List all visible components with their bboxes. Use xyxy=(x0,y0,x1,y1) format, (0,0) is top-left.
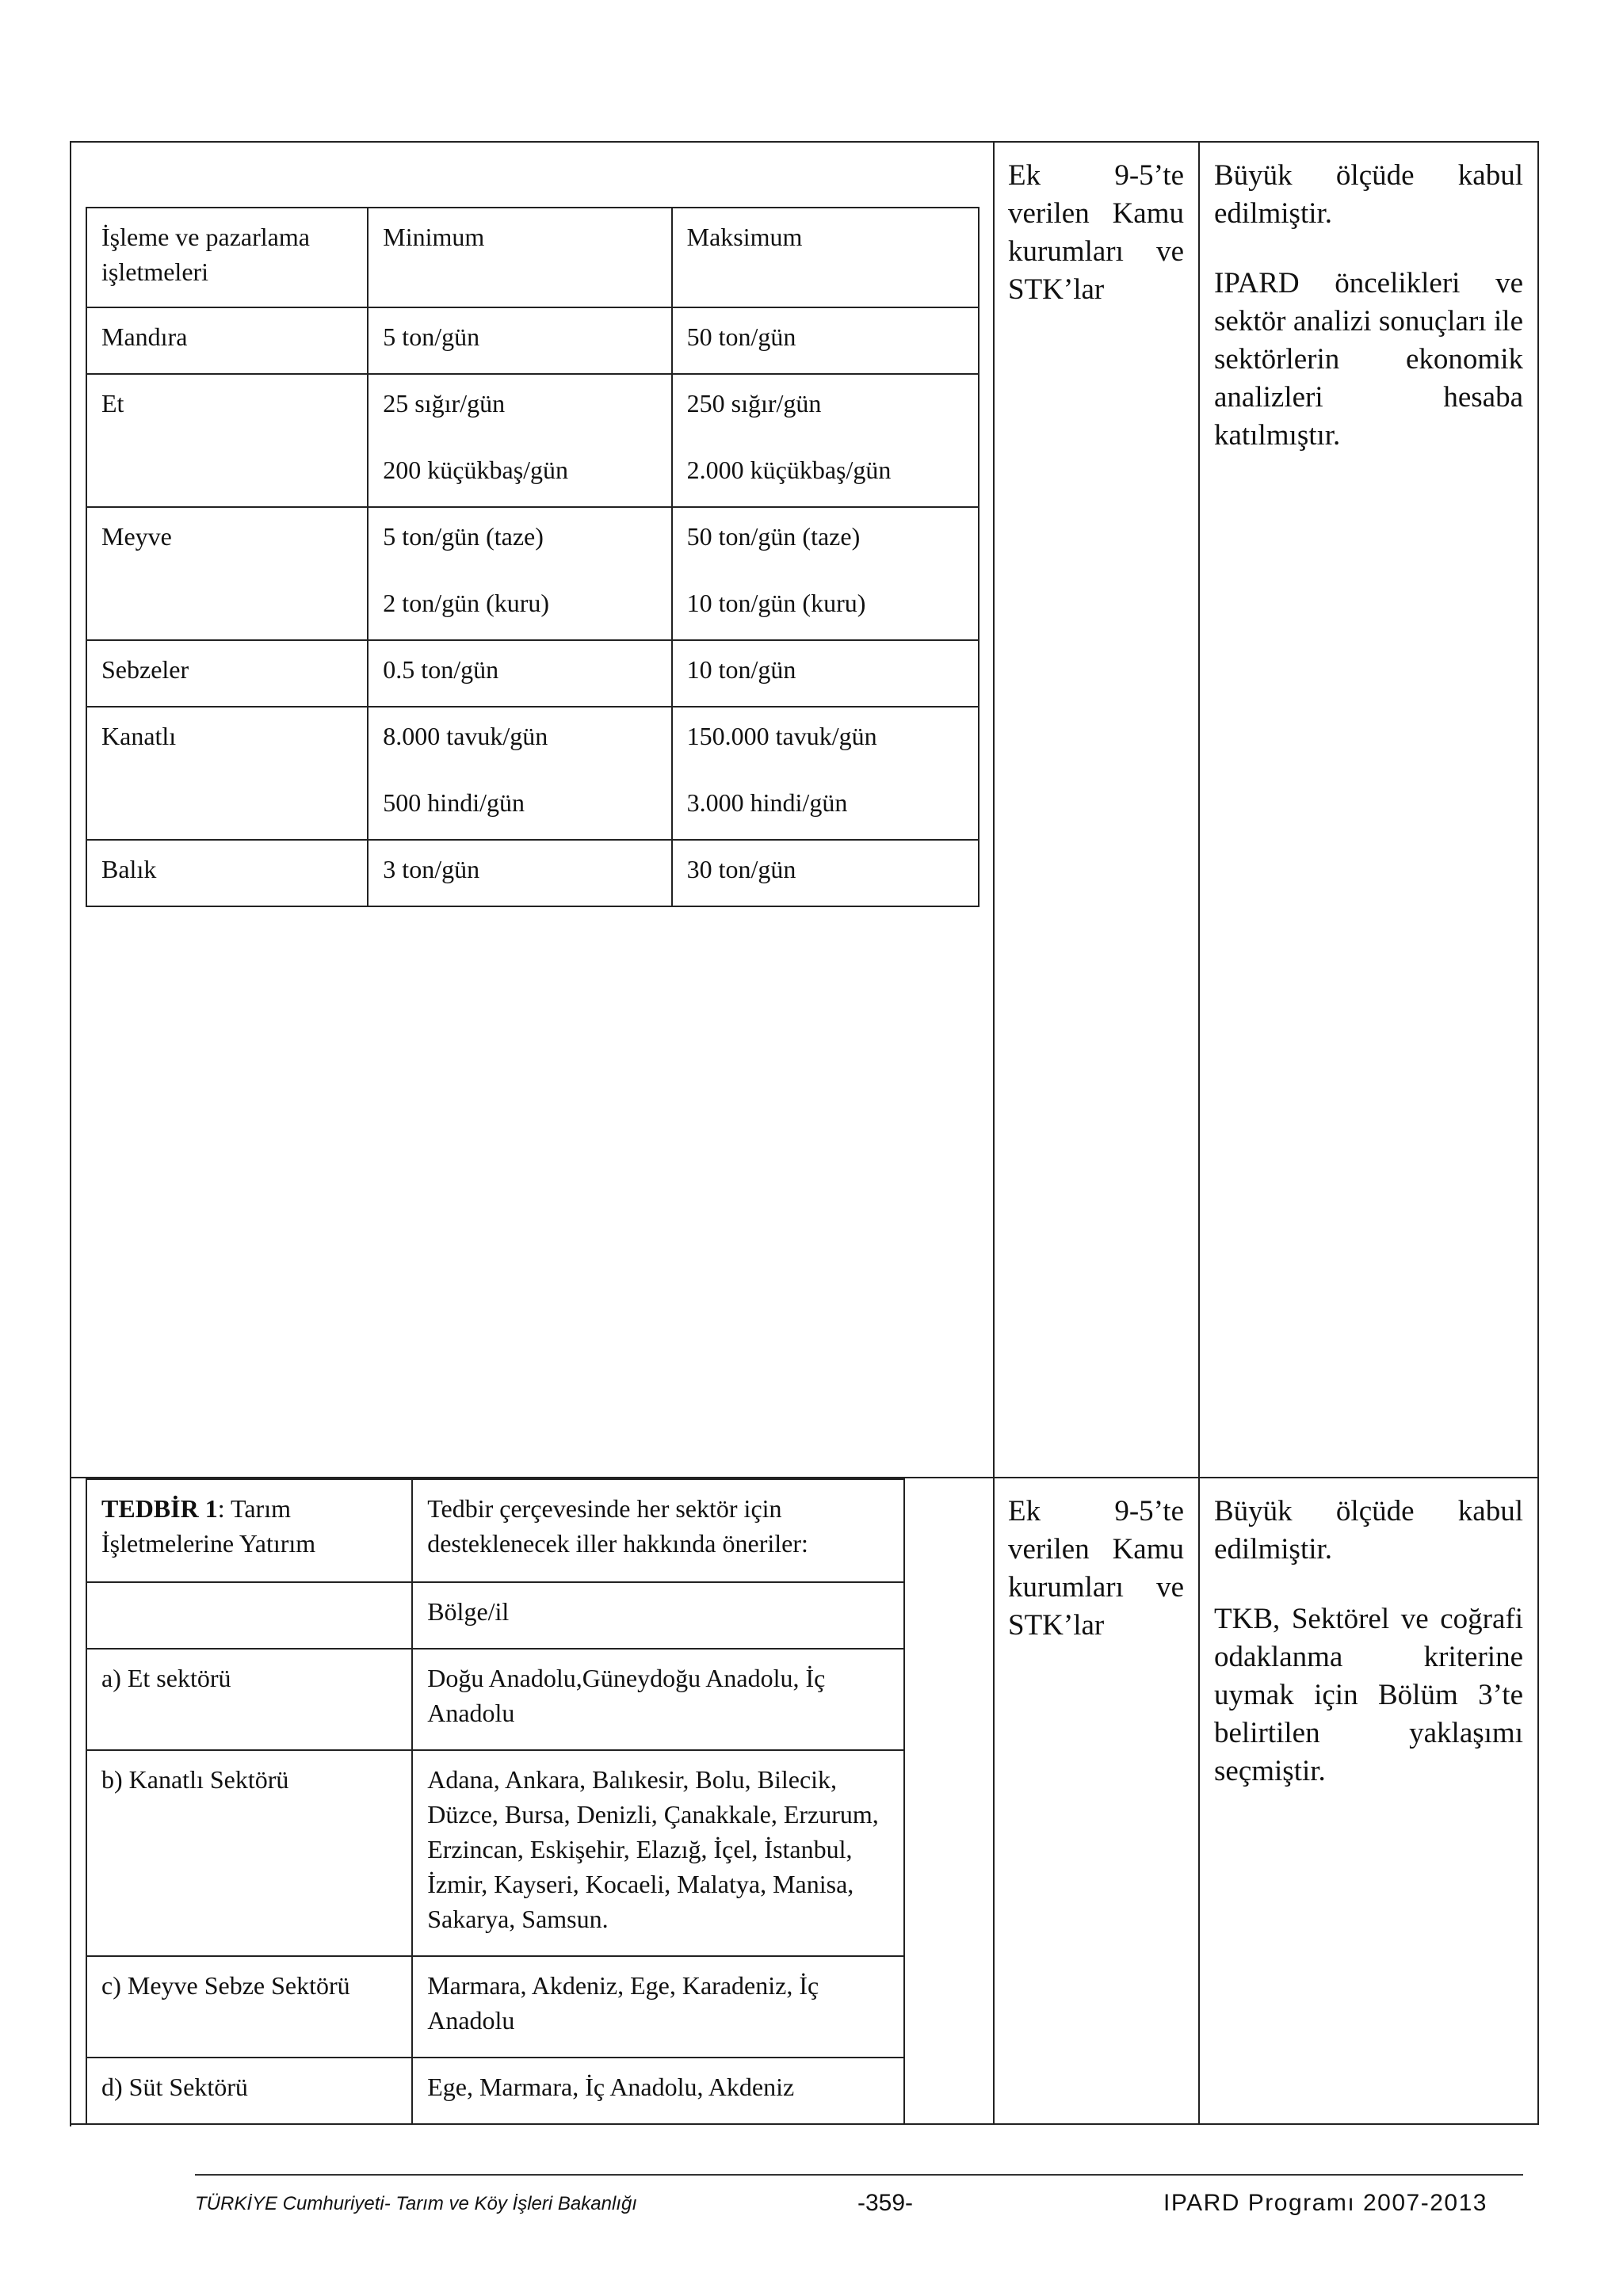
region-list: Doğu Anadolu,Güneydoğu Anadolu, İç Anadolu xyxy=(412,1649,904,1750)
table-row xyxy=(86,1750,904,1956)
min-value: 2 ton/gün (kuru) xyxy=(383,589,550,617)
sector-name: b) Kanatlı Sektörü xyxy=(86,1750,412,1956)
sector-name: Kanatlı xyxy=(86,707,368,840)
proposal-heading: Tedbir çerçevesinde her sektör için desteklenecek iller hakkında öneriler: xyxy=(412,1479,904,1582)
measure-label: TEDBİR 1 xyxy=(101,1494,218,1523)
footer-program: IPARD Programı 2007-2013 xyxy=(1163,2190,1487,2216)
region-list: Marmara, Akdeniz, Ege, Karadeniz, İç Anadolu xyxy=(412,1956,904,2058)
column-divider-1 xyxy=(993,141,995,2125)
footer-rule xyxy=(195,2174,1523,2176)
bottom-left-stub xyxy=(70,2107,71,2126)
sector-name: Et xyxy=(86,374,368,507)
header-minimum: Minimum xyxy=(368,208,671,307)
sector-name: Sebzeler xyxy=(86,640,368,707)
table-row xyxy=(86,1649,904,1750)
regions-table-header xyxy=(86,1479,904,1582)
response-cell-top xyxy=(1214,157,1523,455)
table-row xyxy=(86,507,979,640)
response-text: TKB, Sektörel ve coğrafi odaklanma kriterine uymak için Bölüm 3’te belirtilen yaklaşımı seçmiştir. xyxy=(1214,1603,1523,1787)
response-text: Büyük ölçüde kabul edilmiştir. xyxy=(1214,159,1523,230)
source-cell-bottom xyxy=(1008,1493,1184,1645)
table-row xyxy=(86,640,979,707)
sector-name: Meyve xyxy=(86,507,368,640)
min-value: 8.000 tavuk/gün xyxy=(383,722,548,750)
sector-name: c) Meyve Sebze Sektörü xyxy=(86,1956,412,2058)
max-value: 150.000 tavuk/gün xyxy=(686,722,877,750)
min-value: 500 hindi/gün xyxy=(383,788,525,817)
max-value: 30 ton/gün xyxy=(672,840,979,906)
min-value: 5 ton/gün xyxy=(368,307,671,374)
max-value: 250 sığır/gün xyxy=(686,389,822,418)
response-cell-bottom xyxy=(1214,1493,1523,1791)
max-value: 10 ton/gün (kuru) xyxy=(686,589,866,617)
table-row xyxy=(86,707,979,840)
footer-ministry: TÜRKİYE Cumhuriyeti- Tarım ve Köy İşleri Bakanlığı xyxy=(195,2193,637,2214)
region-heading: Bölge/il xyxy=(412,1582,904,1649)
regions-table xyxy=(86,1478,905,2125)
sector-name: Balık xyxy=(86,840,368,906)
max-value: 10 ton/gün xyxy=(672,640,979,707)
source-text: Ek 9-5’te verilen Kamu kurumları ve STK’lar xyxy=(1008,159,1184,306)
table-row xyxy=(86,374,979,507)
regions-subheader xyxy=(86,1582,904,1649)
table-row xyxy=(86,840,979,906)
max-value: 2.000 küçükbaş/gün xyxy=(686,456,892,484)
min-value: 0.5 ton/gün xyxy=(368,640,671,707)
min-value: 25 sığır/gün xyxy=(383,389,506,418)
column-divider-2 xyxy=(1198,141,1200,2125)
source-text: Ek 9-5’te verilen Kamu kurumları ve STK’lar xyxy=(1008,1495,1184,1642)
table-row xyxy=(86,307,979,374)
table-row xyxy=(86,1956,904,2058)
region-list: Ege, Marmara, İç Anadolu, Akdeniz xyxy=(412,2058,904,2124)
capacity-table-header xyxy=(86,208,979,307)
min-value: 200 küçükbaş/gün xyxy=(383,456,569,484)
min-value: 5 ton/gün (taze) xyxy=(383,522,544,551)
page-number: -359- xyxy=(857,2190,914,2216)
max-value: 50 ton/gün xyxy=(672,307,979,374)
capacity-table xyxy=(86,207,980,907)
response-text: IPARD öncelikleri ve sektör analizi sonuçları ile sektörlerin ekonomik analizleri hesaba katılmıştır. xyxy=(1214,267,1523,452)
min-value: 3 ton/gün xyxy=(368,840,671,906)
response-text: Büyük ölçüde kabul edilmiştir. xyxy=(1214,1495,1523,1566)
measure-title: : Tarım İşletmelerine Yatırım xyxy=(101,1494,316,1558)
header-enterprises: İşleme ve pazarlama işletmeleri xyxy=(86,208,368,307)
header-maximum: Maksimum xyxy=(672,208,979,307)
max-value: 3.000 hindi/gün xyxy=(686,788,848,817)
max-value: 50 ton/gün (taze) xyxy=(686,522,861,551)
sector-name: Mandıra xyxy=(86,307,368,374)
sector-name: d) Süt Sektörü xyxy=(86,2058,412,2124)
region-list: Adana, Ankara, Balıkesir, Bolu, Bilecik, Düzce, Bursa, Denizli, Çanakkale, Erzurum, Erzincan, Eskişehir, Elazığ, İçel, İstanbul, İzmir, Kayseri, Kocaeli, Malatya, Manisa, Sakarya, Samsun. xyxy=(412,1750,904,1956)
source-cell-top xyxy=(1008,157,1184,309)
table-row xyxy=(86,2058,904,2124)
sector-name: a) Et sektörü xyxy=(86,1649,412,1750)
